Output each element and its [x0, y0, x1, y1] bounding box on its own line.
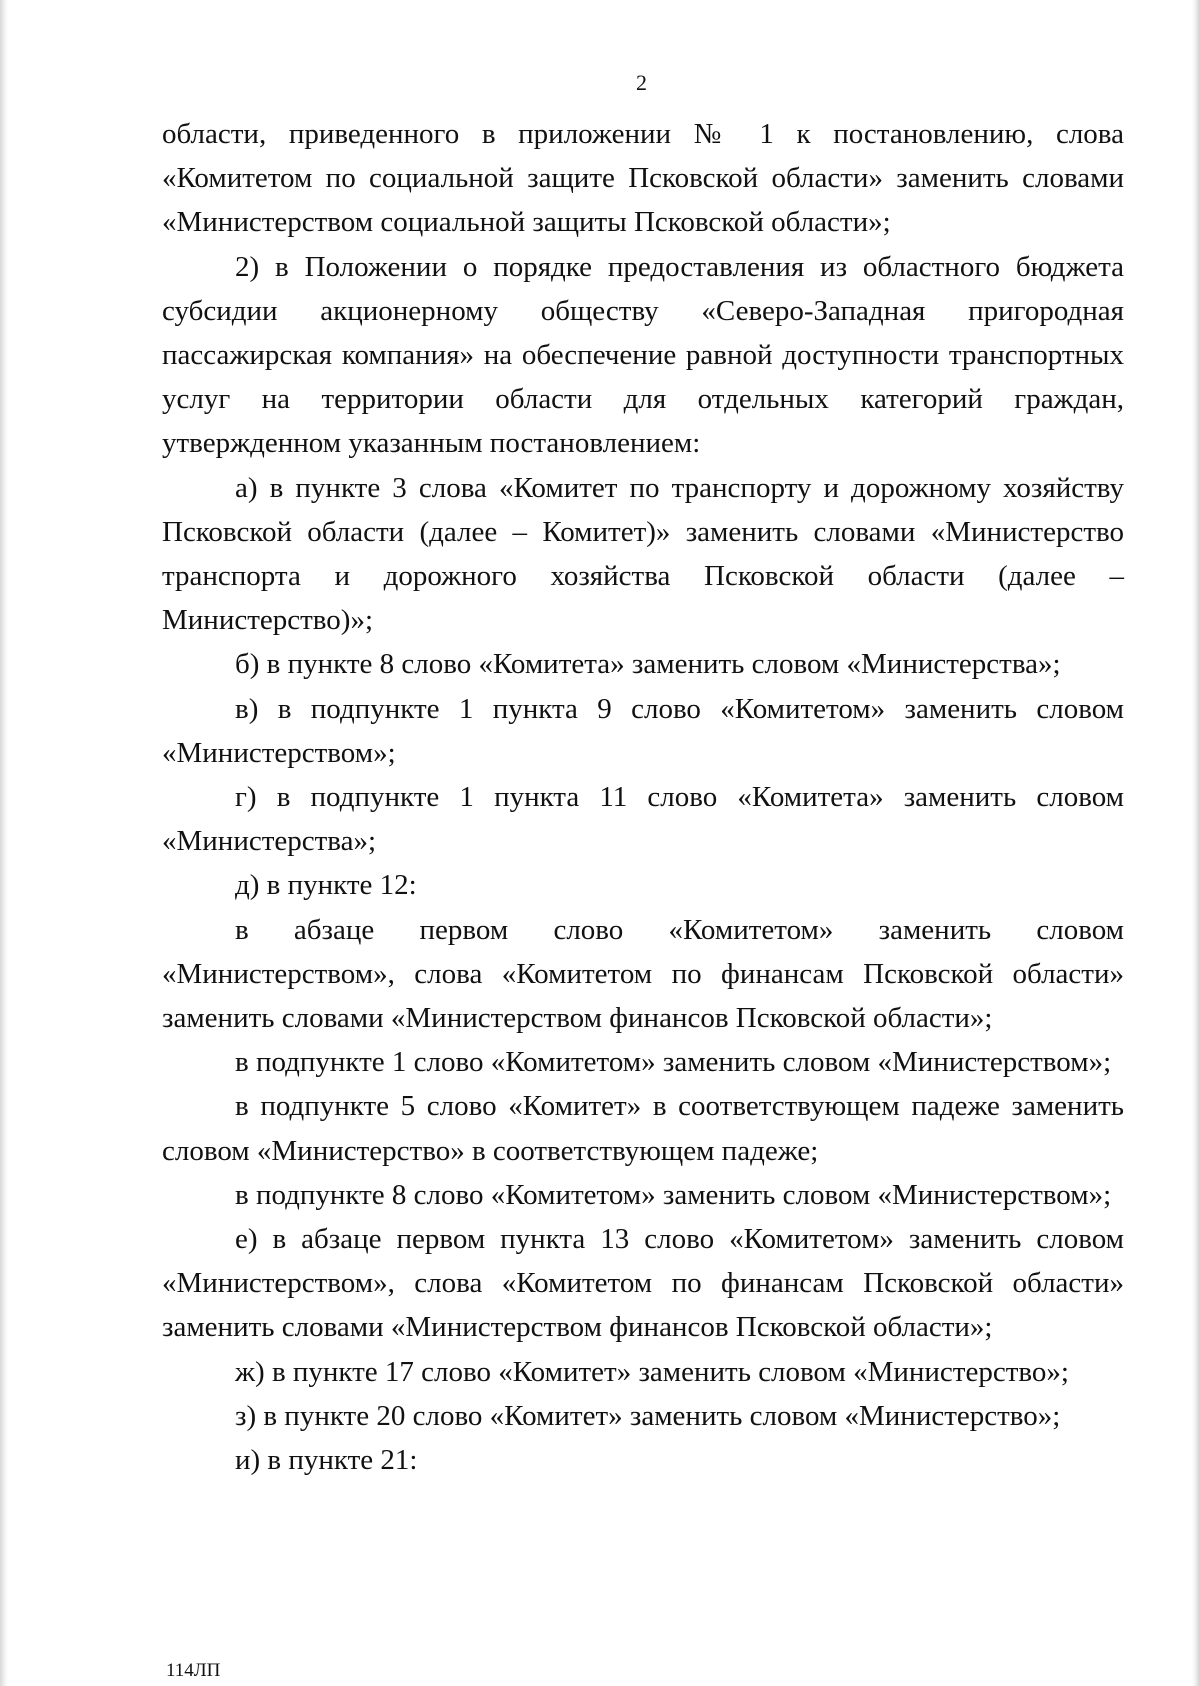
paragraph-subitem-z: з) в пункте 20 слово «Комитет» заменить словом «Министерство»;: [235, 1399, 1061, 1432]
paragraph-subitem-b: б) в пункте 8 слово «Комитета» заменить словом «Министерства»;: [235, 648, 1061, 681]
paragraph-subitem-zh: ж) в пункте 17 слово «Комитет» заменить словом «Министерство»;: [235, 1355, 1069, 1388]
paragraph-d-abzac-1: в абзаце первом слово «Комитетом» заменить словом «Министерством», слова «Комитетом по финансам Псковской области» заменить словами «Министерством финансов Псковской области»;: [162, 913, 1124, 1035]
scan-edge-right: [1192, 0, 1200, 1686]
paragraph-d-subpoint-5: в подпункте 5 слово «Комитет» в соответствующем падеже заменить словом «Министерство» в соответствующем падеже;: [162, 1090, 1124, 1167]
paragraph-d-subpoint-8: в подпункте 8 слово «Комитетом» заменить словом «Министерством»;: [235, 1178, 1112, 1211]
paragraph-subitem-i: и) в пункте 21:: [235, 1444, 418, 1477]
paragraph-subitem-g: г) в подпункте 1 пункта 11 слово «Комитета» заменить словом «Министерства»;: [162, 781, 1124, 858]
paragraph-item-2: 2) в Положении о порядке предоставления из областного бюджета субсидии акционерному обществу «Северо-Западная пригородная пассажирская компания» на обеспечение равной доступности транспортных услуг на территории области для отдельных категорий граждан, утвержденном указанным постановлением:: [162, 250, 1124, 460]
paragraph-d-subpoint-1: в подпункте 1 слово «Комитетом» заменить словом «Министерством»;: [235, 1046, 1112, 1079]
paragraph-subitem-e: е) в абзаце первом пункта 13 слово «Комитетом» заменить словом «Министерством», слова «Комитетом по финансам Псковской области» заменить словами «Министерством финансов Псковской области»;: [162, 1223, 1124, 1344]
paragraph-subitem-v: в) в подпункте 1 пункта 9 слово «Комитетом» заменить словом «Министерством»;: [162, 692, 1124, 769]
paragraph-subitem-a: а) в пункте 3 слова «Комитет по транспорту и дорожному хозяйству Псковской области (далее – Комитет)» заменить словами «Министерство транспорта и дорожного хозяйства Псковской области (далее – Министерство)»;: [162, 471, 1124, 637]
page-number: 2: [636, 70, 647, 95]
footer-document-code: 114ЛП: [166, 1660, 221, 1681]
paragraph-continuation: области, приведенного в приложении № 1 к постановлению, слова «Комитетом по социальной защите Псковской области» заменить словами «Министерством социальной защиты Псковской области»;: [162, 118, 1124, 239]
document-body: [162, 112, 1124, 1482]
scan-edge-left: [0, 0, 8, 1686]
paragraph-subitem-d: д) в пункте 12:: [235, 869, 417, 902]
